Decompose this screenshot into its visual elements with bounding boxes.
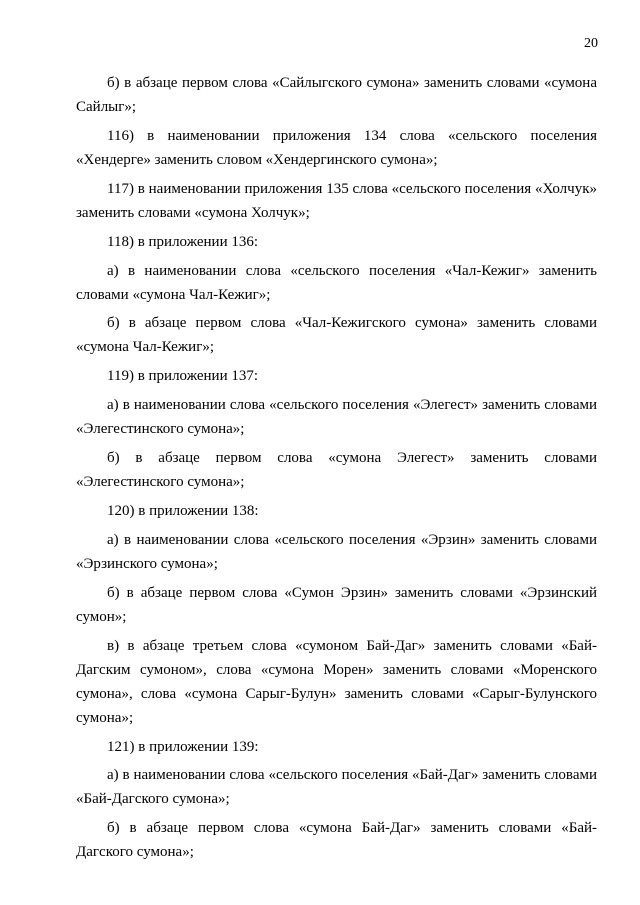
paragraph: б) в абзаце первом слова «Сайлыгского сумона» заменить словами «сумона Сайлыг»; xyxy=(76,75,597,115)
paragraph: а) в наименовании слова «сельского поселения «Чал-Кежиг» заменить словами «сумона Чал-Кежиг»; xyxy=(76,262,597,303)
paragraph: в) в абзаце третьем слова «сумоном Бай-Даг» заменить словами «Бай-Дагским сумоном», слова «сумона Морен» заменить словами «Моренского сумона», слова «сумона Сарыг-Булун» заменить словами «Сарыг-Булунского сумона»; xyxy=(76,637,597,726)
paragraph: 116) в наименовании приложения 134 слова «сельского поселения «Хендерге» заменить словом «Хендергинского сумона»; xyxy=(76,127,597,168)
paragraph: б) в абзаце первом слова «сумона Элегест» заменить словами «Элегестинского сумона»; xyxy=(76,450,597,491)
paragraph: б) в абзаце первом слова «сумона Бай-Даг» заменить словами «Бай-Дагского сумона»; xyxy=(76,820,597,861)
paragraph: 120) в приложении 138: xyxy=(107,503,259,520)
paragraph: б) в абзаце первом слова «Сумон Эрзин» заменить словами «Эрзинский сумон»; xyxy=(76,584,597,625)
paragraph: б) в абзаце первом слова «Чал-Кежигского сумона» заменить словами «сумона Чал-Кежиг»; xyxy=(76,315,597,356)
paragraph: а) в наименовании слова «сельского поселения «Элегест» заменить словами «Элегестинского сумона»; xyxy=(76,397,597,438)
paragraph: 121) в приложении 139: xyxy=(107,738,259,755)
paragraph: 117) в наименовании приложения 135 слова «сельского поселения «Холчук» заменить словами «сумона Холчук»; xyxy=(76,180,597,221)
document-body xyxy=(76,71,597,864)
paragraph: а) в наименовании слова «сельского поселения «Бай-Даг» заменить словами «Бай-Дагского сумона»; xyxy=(76,767,597,808)
paragraph: а) в наименовании слова «сельского поселения «Эрзин» заменить словами «Эрзинского сумона»; xyxy=(76,531,597,572)
page-number: 20 xyxy=(584,36,598,51)
paragraph: 119) в приложении 137: xyxy=(107,368,259,385)
paragraph: 118) в приложении 136: xyxy=(107,233,259,250)
